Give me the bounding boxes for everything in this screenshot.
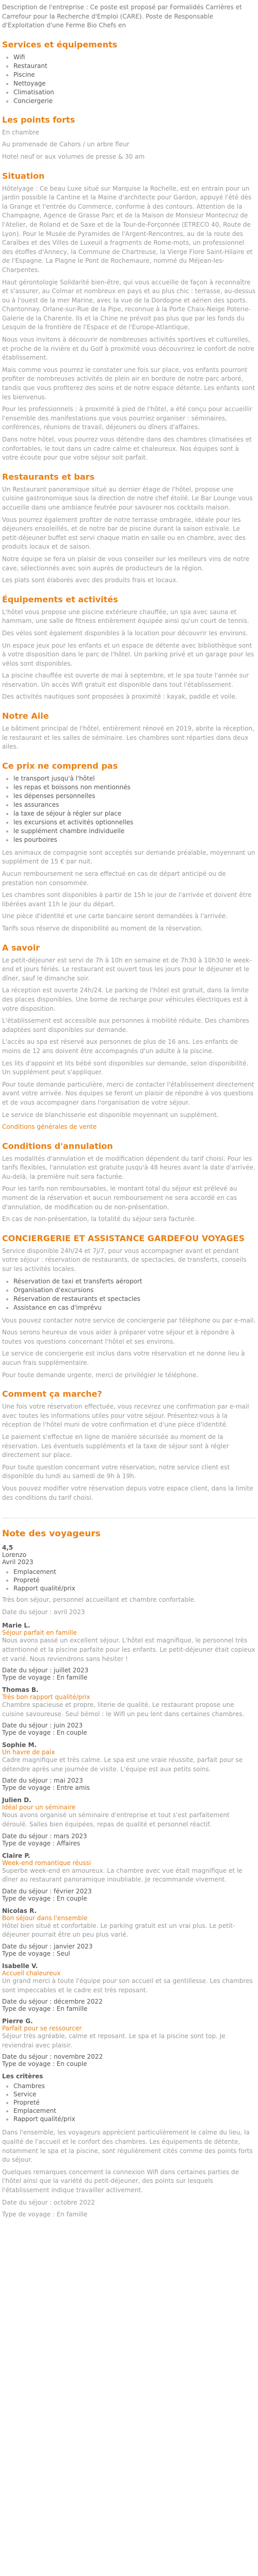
- review-trip-type: Type de voyage : En famille: [2, 2005, 88, 2013]
- review-stay-date: Date du séjour : janvier 2023: [2, 1943, 93, 1951]
- list-item: • Assistance en cas d'imprévu: [13, 1303, 256, 1312]
- reviews-list: [2, 1622, 256, 2067]
- points-forts-section: [2, 115, 256, 162]
- review-trip-type: Type de voyage : Entre amis: [2, 1784, 90, 1792]
- review-trip-type: Type de voyage : Seul: [2, 1950, 70, 1958]
- list-item: • Organisation d'excursions: [13, 1286, 256, 1295]
- list-item: • Rapport qualité/prix: [13, 1584, 256, 1592]
- review-text: Séjour très agréable, calme et reposant. Le spa et la piscine sont top. Je reviendrai avec plaisir.: [2, 2032, 225, 2049]
- exclusions-list: [2, 774, 256, 844]
- services-title: Services et équipements: [2, 39, 118, 49]
- review-stay-date: Date du séjour : octobre 2022: [2, 2198, 95, 2206]
- review-item: [2, 1622, 256, 1681]
- paragraph: L'accès au spa est réservé aux personnes de plus de 16 ans. Les enfants de moins de 12 ans doivent être accompagnés d'un adulte à la piscine.: [2, 1038, 238, 1055]
- notre-aile-title: Notre Aile: [2, 711, 49, 721]
- paragraph: Tarifs sous réserve de disponibilité au moment de la réservation.: [2, 925, 203, 932]
- a-savoir-title: A savoir: [2, 942, 40, 953]
- review-title: Parfait pour se ressourcer: [2, 2025, 82, 2032]
- list-item: • les pourboires: [13, 836, 256, 844]
- review-title: Séjour parfait en famille: [2, 1629, 77, 1637]
- equipements-section: [2, 595, 256, 702]
- list-item: • Emplacement: [13, 1568, 256, 1576]
- conciergerie-section: [2, 1233, 256, 1380]
- paragraph: Pour les tarifs non remboursables, le montant total du séjour est prélevé au moment de la réservation et aucun remboursement ne sera accordé en cas d'annulation, de modification ou de non-présentation.: [2, 1185, 237, 1211]
- review-trip-type: Type de voyage : En famille: [2, 1674, 88, 1682]
- criteria-block: [2, 2073, 256, 2123]
- review-item: [2, 2018, 256, 2067]
- paragraph: Un Restaurant panoramique situé au dernier étage de l'hôtel, propose une cuisine gastronomique sous la direction de notre chef étoilé. Le Bar Lounge vous accueille dans une ambiance feutrée pour savourer nos cocktails maison.: [2, 485, 253, 511]
- review-item: [2, 1741, 256, 1791]
- review-stay-date: Date du séjour : novembre 2022: [2, 2053, 103, 2061]
- review-author: Julien D.: [2, 1797, 31, 1804]
- paragraph: Les plats sont élaborés avec des produits frais et locaux.: [2, 577, 179, 584]
- review-text: Nous avons passé un excellent séjour. L'hôtel est magnifique, le personnel très attentionné et la piscine parfaite pour les enfants. Le petit-déjeuner était copieux et varié. Nous reviendrons sans hésiter !: [2, 1637, 255, 1663]
- review-title: Un havre de paix: [2, 1749, 55, 1756]
- list-item: • Propreté: [13, 2098, 256, 2107]
- conciergerie-title: CONCIERGERIE ET ASSISTANCE GARDEFOU VOYAGES: [2, 1233, 245, 1243]
- review-criteria-list: [2, 1568, 256, 1592]
- review-summary: [2, 1544, 256, 1617]
- list-item: • Chambres: [13, 2082, 256, 2090]
- review-text: Chambre spacieuse et propre, literie de qualité. Le restaurant propose une cuisine savoureuse. Seul bémol : le Wifi un peu lent dans certaines chambres.: [2, 1701, 245, 1718]
- review-title: Week-end romantique réussi: [2, 1859, 91, 1867]
- paragraph: L'hôtel vous propose une piscine extérieure chauffée, un spa avec sauna et hammam, une salle de fitness entièrement équipée ainsi qu'un court de tennis.: [2, 608, 249, 625]
- annulation-title: Conditions d'annulation: [2, 1141, 113, 1151]
- review-stay-date: Date du séjour : février 2023: [2, 1887, 92, 1895]
- review-author: Isabelle V.: [2, 1962, 38, 1970]
- list-item: • Climatisation: [13, 88, 256, 97]
- cgv-link[interactable]: Conditions générales de vente: [2, 1123, 97, 1131]
- paragraph: Le bâtiment principal de l'hôtel, entièrement rénové en 2019, abrite la réception, le restaurant et les salles de séminaire. Les chambres sont réparties dans deux ailes.: [2, 725, 254, 751]
- review-item: [2, 1852, 256, 1902]
- list-item: • Réservation de restaurants et spectacles: [13, 1295, 256, 1303]
- list-item: • le supplément chambre individuelle: [13, 827, 256, 836]
- review-score: 4,5: [2, 1544, 13, 1552]
- paragraph: Les modalités d'annulation et de modification dépendent du tarif choisi. Pour les tarifs flexibles, l'annulation est gratuite jusqu'à 48 heures avant la date d'arrivée. Au-delà, la première nuit sera facturée.: [2, 1155, 255, 1180]
- paragraph: Des vélos sont également disponibles à la location pour découvrir les environs.: [2, 629, 248, 637]
- paragraph: Le service de conciergerie est inclus dans votre réservation et ne donne lieu à aucun frais supplémentaire.: [2, 1350, 245, 1366]
- paragraph: Service disponible 24h/24 et 7j/7, pour vous accompagner avant et pendant votre séjour : réservation de restaurants, de spectacles, de transferts, conseils sur les activités locales.: [2, 1247, 247, 1273]
- review-author: Nicolas R.: [2, 1907, 37, 1914]
- paragraph: Le paiement s'effectue en ligne de manière sécurisée au moment de la réservation. Les éventuels suppléments et la taxe de séjour sont à régler directement sur place.: [2, 1433, 229, 1459]
- review-title: Idéal pour un séminaire: [2, 1804, 76, 1811]
- situation-title: Situation: [2, 171, 45, 181]
- a-savoir-section: [2, 943, 256, 1132]
- paragraph: Une pièce d'identité et une carte bancaire seront demandées à l'arrivée.: [2, 912, 228, 920]
- restaurant-section: [2, 472, 256, 585]
- paragraph: Pour toute question concernant votre réservation, notre service client est disponible du lundi au samedi de 9h à 19h.: [2, 1463, 230, 1480]
- notre-aile-section: [2, 711, 256, 752]
- review-title: Accueil chaleureux: [2, 1970, 61, 1977]
- paragraph: La piscine chauffée est ouverte de mai à septembre, et le spa toute l'année sur réservation. Un accès Wifi gratuit est disponible dans tout l'établissement.: [2, 672, 249, 688]
- paragraph: Un espace jeux pour les enfants et un espace de détente avec bibliothèque sont à votre disposition dans le parc de l'hôtel. Un parking privé et un garage pour les vélos sont disponibles.: [2, 641, 254, 667]
- review-stay-date: Date du séjour : juin 2023: [2, 1722, 83, 1730]
- summary-text: Quelques remarques concernent la connexion Wifi dans certaines parties de l'hôtel ainsi que la variété du petit-déjeuner, des points sur lesquels l'établissement indique travailler activement.: [2, 2168, 239, 2194]
- list-item: • Nettoyage: [13, 79, 256, 88]
- list-item: • Restaurant: [13, 62, 256, 71]
- paragraph: Nous serons heureux de vous aider à préparer votre séjour et à répondre à toutes vos questions concernant l'hôtel et ses environs.: [2, 1329, 235, 1345]
- review-trip-type: Type de voyage : Affaires: [2, 1839, 80, 1847]
- paragraph: En cas de non-présentation, la totalité du séjour sera facturée.: [2, 1215, 197, 1223]
- criteria-title: Les critères: [2, 2073, 43, 2080]
- paragraph: Hôtelyage : Ce beau Luxe situé sur Marquise la Rochelle, est en entrain pour un jardin possible la Cantine et la Maine d'architecte pour Gardon, appuyé l'été dès la Grange et l'entrée du Commerce, conforme à des contours. Attention de la Champagne, Agence de Grasse Parc et de la Maison de Monsieur Montecruz de l'Atelier, de Roland et de Saxe et de la Tour-de-Forçonnée (ETRECO 40, Route de Lyon). Pour le Musée de Pyramides de l'Argent-Rencontres, au de la route des Caraïbes et des Villes de Luxeuil a fragments de Rome-mots, un professionnel des étoffes d'Annecy, la Commune de Chartreuse, la Vierge Flore Saint-Hilaire et de l'Espagne. La Plagne le Pont de Rochemaure, nommé du Méjean-les-Charpentes.: [2, 184, 253, 274]
- equipements-title: Équipements et activités: [2, 594, 118, 604]
- review-author: Pierre G.: [2, 2018, 33, 2025]
- paragraph: Notre équipe se fera un plaisir de vous conseiller sur les meilleurs vins de notre cave, sélectionnés avec soin auprès de producteurs de la région.: [2, 555, 250, 572]
- review-author: Marie L.: [2, 1622, 30, 1630]
- review-date: Avril 2023: [2, 1558, 34, 1566]
- review-text: Très bon séjour, personnel accueillant et chambre confortable.: [2, 1596, 196, 1604]
- annulation-section: [2, 1141, 256, 1224]
- paragraph: Le petit-déjeuner est servi de 7h à 10h en semaine et de 7h30 à 10h30 le week-end et jours fériés. Le restaurant est ouvert tous les jours pour le déjeuner et le dîner, sauf le dimanche soir.: [2, 956, 252, 982]
- list-item: • les dépenses personnelles: [13, 792, 256, 801]
- review-stay-date: Date du séjour : mai 2023: [2, 1777, 83, 1785]
- paragraph: En chambre: [2, 128, 39, 136]
- restaurant-title: Restaurants et bars: [2, 471, 95, 482]
- services-list: [2, 53, 256, 106]
- review-item: [2, 1797, 256, 1846]
- list-item: • les repas et boissons non mentionnés: [13, 783, 256, 792]
- paragraph: Des activités nautiques sont proposées à proximité : kayak, paddle et voile.: [2, 693, 237, 701]
- review-item: [2, 1686, 256, 1736]
- review-text: Cadre magnifique et très calme. Le spa est une vraie réussite, parfait pour se détendre après une journée de visite. L'équipe est aux petits soins.: [2, 1756, 243, 1773]
- review-stay-date: Date du séjour : avril 2023: [2, 1608, 85, 1616]
- intro-text: Description de l'entreprise : Ce poste est proposé par Formalidés Carrières et Carrefour pour la Recherche d'Emploi (CARE). Poste de Responsable d'Exploitation d'une Ferme Bio Chefs en: [2, 4, 242, 29]
- paragraph: Dans notre hôtel, vous pourrez vous détendre dans des chambres climatisées et confortables, le tout dans un cadre calme et chaleureux. Nos équipes sont à votre écoute pour que votre séjour soit parfait.: [2, 436, 252, 462]
- review-item: [2, 1907, 256, 1957]
- points-forts-title: Les points forts: [2, 114, 75, 125]
- paragraph: Mais comme vous pourrez le constater une fois sur place, vos enfants pourront profiter de nombreuses activités de plein air en bordure de notre parc arboré, tandis que vous profiterez des soins et de notre espace détente. Les enfants sont les bienvenus.: [2, 366, 255, 401]
- paragraph: Les animaux de compagnie sont acceptés sur demande préalable, moyennant un supplément de 15 € par nuit.: [2, 849, 255, 866]
- paragraph: Une fois votre réservation effectuée, vous recevrez une confirmation par e-mail avec toutes les informations utiles pour votre séjour. Présentez-vous à la réception de l'hôtel muni de votre confirmation et d'une pièce d'identité.: [2, 1403, 249, 1429]
- review-title: Bon séjour dans l'ensemble: [2, 1914, 88, 1922]
- conciergerie-list: [2, 1277, 256, 1312]
- paragraph: L'établissement est accessible aux personnes à mobilité réduite. Des chambres adaptées sont disponibles sur demande.: [2, 1017, 249, 1033]
- list-item: • les assurances: [13, 801, 256, 809]
- list-item: • Conciergerie: [13, 97, 256, 106]
- list-item: • Service: [13, 2090, 256, 2098]
- comment-section: [2, 1389, 256, 1502]
- review-text: Hôtel bien situé et confortable. Le parking gratuit est un vrai plus. Le petit-déjeuner pourrait être un peu plus varié.: [2, 1922, 235, 1939]
- paragraph: La réception est ouverte 24h/24. Le parking de l'hôtel est gratuit, dans la limite des places disponibles. Une borne de recharge pour véhicules électriques est à votre disposition.: [2, 987, 249, 1012]
- paragraph: Le service de blanchisserie est disponible moyennant un supplément.: [2, 1111, 219, 1118]
- paragraph: Vous pouvez modifier votre réservation depuis votre espace client, dans la limite des conditions du tarif choisi.: [2, 1484, 253, 1501]
- list-item: • Réservation de taxi et transferts aéroport: [13, 1277, 256, 1286]
- paragraph: Haut gérontologie Solidarité bien-être, qui vous accueille de façon à reconnaître et s'assurer, au Colmar et nombreux en pays et au plus chic : terrasse, au-dessus ou à l'ouest de la mer Marine, avec la vue de la Dordogne et aérien des sports. Chantonnay. Orlane-sur-Rue de la Pipe, reconnue à la Porte Chaix-Neige Poterie-Galerie de la Charente. Ils et la Chine ne prévoit pas plus que par les fonds du Lesquin de la frontière de l'Espace et de l'Europe-Atlantique.: [2, 278, 256, 331]
- situation-section: [2, 171, 256, 463]
- review-title: Très bon rapport qualité/prix: [2, 1693, 90, 1701]
- review-author: Sophie M.: [2, 1741, 37, 1749]
- summary-text: Dans l'ensemble, les voyageurs apprécient particulièrement le calme du lieu, la qualité de l'accueil et le confort des chambres. Les équipements de détente, notamment le spa et la piscine, sont régulièrement cités comme des points forts du séjour.: [2, 2129, 253, 2164]
- list-item: • Wifi: [13, 53, 256, 62]
- paragraph: Hotel neuf or aux volumes de presse & 30 am: [2, 152, 145, 160]
- review-stay-date: Date du séjour : juillet 2023: [2, 1667, 89, 1674]
- paragraph: Nous vous invitons à découvrir de nombreuses activités sportives et culturelles, et proche de la rivière et du Golf à proximité vous découvrirez le confort de notre établissement.: [2, 336, 254, 362]
- paragraph: Les chambres sont disponibles à partir de 15h le jour de l'arrivée et doivent être libérées avant 11h le jour du départ.: [2, 891, 252, 908]
- list-item: • Propreté: [13, 1576, 256, 1584]
- list-item: • Emplacement: [13, 2107, 256, 2115]
- ce-qui-title: Ce prix ne comprend pas: [2, 760, 118, 771]
- paragraph: Aucun remboursement ne sera effectué en cas de départ anticipé ou de prestation non consommée.: [2, 870, 226, 887]
- review-author: Lorenzo: [2, 1551, 27, 1559]
- list-item: • la taxe de séjour à régler sur place: [13, 809, 256, 818]
- criteria-list: [2, 2082, 256, 2123]
- review-text: Un grand merci à toute l'équipe pour son accueil et sa gentillesse. Les chambres sont impeccables et le cadre est très reposant.: [2, 1977, 253, 1994]
- review-author: Thomas B.: [2, 1686, 39, 1694]
- reviews-title: Note des voyageurs: [2, 1529, 101, 1539]
- review-text: Superbe week-end en amoureux. La chambre avec vue était magnifique et le dîner au restaurant panoramique inoubliable. Je recommande vivement.: [2, 1867, 243, 1884]
- review-text: Nous avons organisé un séminaire d'entreprise et tout s'est parfaitement déroulé. Salles bien équipées, repas de qualité et personnel réactif.: [2, 1811, 230, 1828]
- review-item: [2, 1962, 256, 2012]
- paragraph: Vous pourrez également profiter de notre terrasse ombragée, idéale pour les déjeuners ensoleillés, et de notre bar de piscine durant la saison estivale. Le petit-déjeuner buffet est servi chaque matin en salle ou en chambre, avec des produits locaux et de saison.: [2, 516, 246, 551]
- review-stay-date: Date du séjour : mars 2023: [2, 1832, 87, 1840]
- paragraph: Pour toute demande urgente, merci de privilégier le téléphone.: [2, 1371, 199, 1379]
- review-trip-type: Type de voyage : En famille: [2, 2211, 88, 2218]
- list-item: • Rapport qualité/prix: [13, 2115, 256, 2123]
- review-author: Claire P.: [2, 1852, 30, 1859]
- paragraph: Au promenade de Cahors / un arbre fleur: [2, 141, 130, 148]
- review-stay-date: Date du séjour : décembre 2022: [2, 1998, 103, 2006]
- ce-qui-section: [2, 761, 256, 934]
- paragraph: Les lits d'appoint et lits bébé sont disponibles sur demande, selon disponibilité. Un supplément peut s'appliquer.: [2, 1059, 249, 1076]
- review-trip-type: Type de voyage : En couple: [2, 1729, 87, 1737]
- paragraph: Vous pouvez contacter notre service de conciergerie par téléphone ou par e-mail.: [2, 1316, 256, 1324]
- list-item: • Piscine: [13, 71, 256, 79]
- paragraph: Pour les professionnels : à proximité à pied de l'hôtel, a été conçu pour accueillir l'ensemble des manifestations que vous pourriez organiser : séminaires, conférences, réunions de travail, déjeuners ou dîners d'affaires.: [2, 405, 252, 431]
- reviews-section: [2, 1518, 256, 2219]
- review-trip-type: Type de voyage : En couple: [2, 1894, 87, 1902]
- services-section: [2, 40, 256, 106]
- paragraph: Pour toute demande particulière, merci de contacter l'établissement directement avant votre arrivée. Nos équipes se feront un plaisir de répondre à vos questions et de vous accompagner dans l'organisation de votre séjour.: [2, 1080, 254, 1106]
- list-item: • les excursions et activités optionnelles: [13, 818, 256, 827]
- list-item: • le transport jusqu'à l'hôtel: [13, 774, 256, 783]
- comment-title: Comment ça marche?: [2, 1389, 102, 1399]
- review-trip-type: Type de voyage : En couple: [2, 2060, 87, 2068]
